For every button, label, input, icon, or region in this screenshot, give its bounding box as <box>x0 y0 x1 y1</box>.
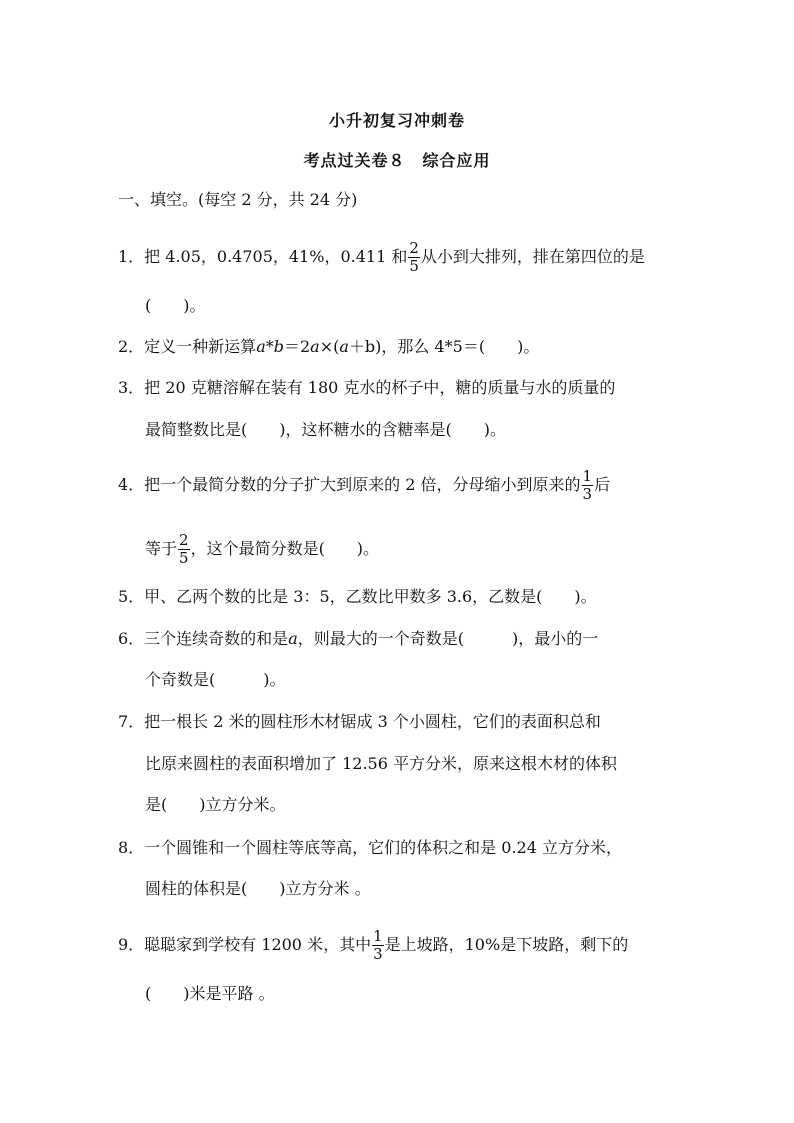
q2-text-c: ＝2 <box>283 337 311 356</box>
question-5: 5．甲、乙两个数的比是 3：5，乙数比甲数多 3.6，乙数是( )。 <box>118 587 597 606</box>
question-1 <box>118 240 645 275</box>
question-9-line1 <box>118 928 628 963</box>
question-9-line2: ( )米是平路 。 <box>145 984 275 1003</box>
q1-text-b: 从小到大排列，排在第四位的是 <box>420 247 645 266</box>
question-2 <box>118 337 539 357</box>
q2-text-d: ×( <box>319 337 340 356</box>
q4-text-c: 等于 <box>145 539 178 558</box>
page-title: 小升初复习冲刺卷 <box>328 111 465 130</box>
q4-text-a: 4．把一个最简分数的分子扩大到原来的 2 倍，分母缩小到原来的 <box>118 475 581 494</box>
q1-fraction <box>408 240 420 275</box>
q2-text-e: ＋b)，那么 4*5＝( )。 <box>348 337 540 356</box>
q6-var: a <box>288 629 298 648</box>
q4-denominator-2: 5 <box>179 549 189 567</box>
q6-text-b: ，则最大的一个奇数是( )，最小的一 <box>297 629 599 648</box>
q9-text-a: 9．聪聪家到学校有 1200 米，其中 <box>118 935 372 954</box>
q4-fraction-1 <box>582 468 594 503</box>
q1-numerator: 2 <box>409 239 419 257</box>
q2-var-a1: a <box>256 337 266 356</box>
q4-fraction-2 <box>178 532 190 567</box>
question-6-line1 <box>118 629 598 649</box>
q9-fraction <box>372 928 384 963</box>
question-4-line1 <box>118 468 610 503</box>
question-3-line1: 3．把 20 克糖溶解在装有 180 克水的杯子中，糖的质量与水的质量的 <box>118 378 616 397</box>
q2-var-a2: a <box>310 337 320 356</box>
q4-text-b: 后 <box>594 475 611 494</box>
question-8-line2: 圆柱的体积是( )立方分米 。 <box>145 879 371 898</box>
q2-text-a: 2．定义一种新运算 <box>118 337 257 356</box>
question-6-line2: 个奇数是( )。 <box>145 670 286 689</box>
q1-denominator: 5 <box>409 257 419 275</box>
page-subtitle: 考点过关卷８ 综合应用 <box>303 151 491 170</box>
q4-text-d: ，这个最简分数是( )。 <box>190 539 380 558</box>
q9-denominator: 3 <box>373 945 383 963</box>
q4-numerator-1: 1 <box>582 467 593 485</box>
section-heading: 一、填空。(每空 2 分，共 24 分) <box>118 190 358 209</box>
question-7-line2: 比原来圆柱的表面积增加了 12.56 平方分米，原来这根木材的体积 <box>145 754 617 773</box>
q1-text-a: 1．把 4.05，0.4705，41%，0.411 和 <box>118 247 408 266</box>
q2-star: * <box>265 337 274 356</box>
q2-var-a3: a <box>339 337 349 356</box>
q6-text-a: 6．三个连续奇数的和是 <box>118 629 289 648</box>
question-7-line1: 7．把一根长 2 米的圆柱形木材锯成 3 个小圆柱，它们的表面积总和 <box>118 712 601 731</box>
question-4-line2 <box>145 532 379 567</box>
question-3-line2: 最简整数比是( )，这杯糖水的含糖率是( )。 <box>145 420 506 439</box>
q1-answer-blank: ( )。 <box>145 296 206 315</box>
q9-numerator: 1 <box>373 927 383 945</box>
q4-numerator-2: 2 <box>179 531 189 549</box>
question-7-line3: 是( )立方分米。 <box>145 795 286 814</box>
q4-denominator-1: 3 <box>582 485 593 503</box>
question-8-line1: 8．一个圆锥和一个圆柱等底等高，它们的体积之和是 0.24 立方分米， <box>118 838 622 857</box>
q2-var-b: b <box>273 337 284 356</box>
q9-text-b: 是上坡路，10%是下坡路，剩下的 <box>384 935 629 954</box>
